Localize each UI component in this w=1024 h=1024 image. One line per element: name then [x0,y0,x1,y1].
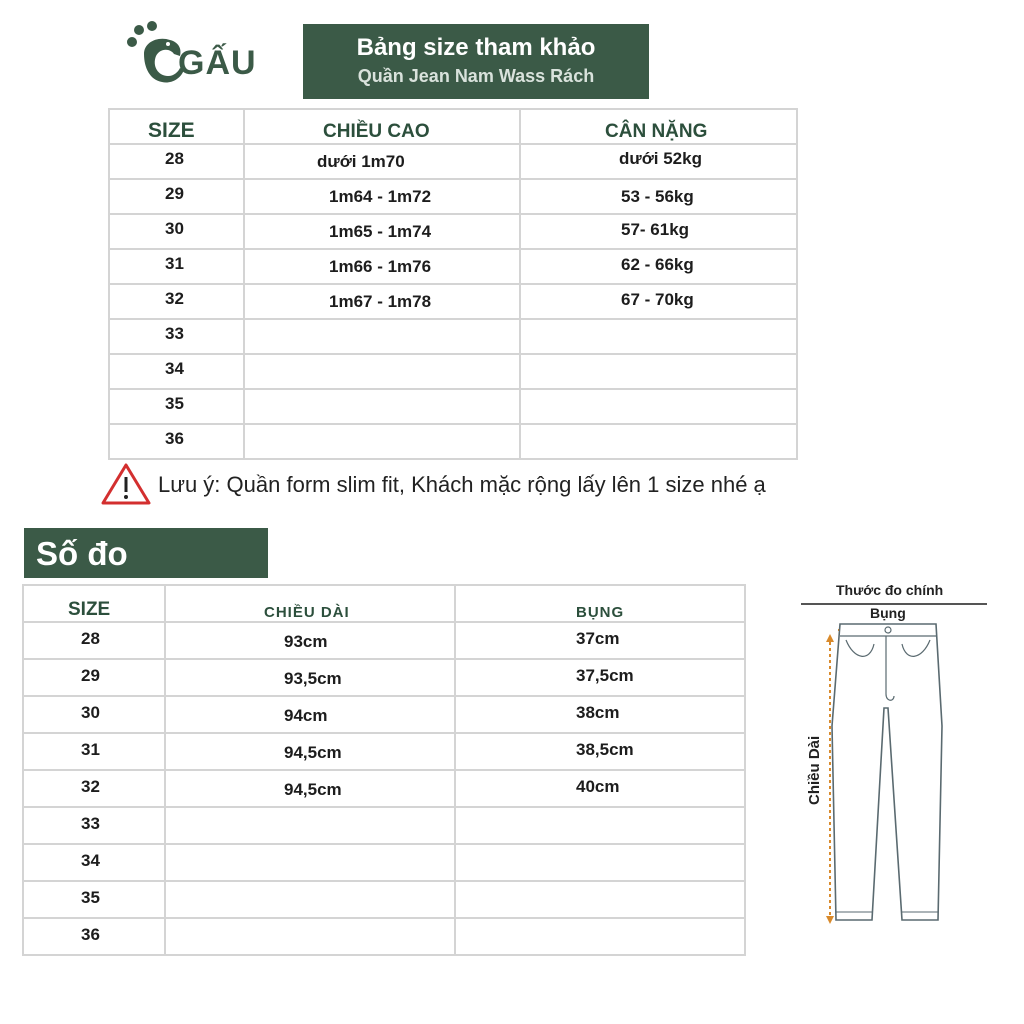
height-cell: 1m66 - 1m76 [244,249,520,284]
table-row [23,807,745,844]
size-cell: 29 [23,659,165,696]
size-cell: 31 [109,249,244,284]
size-cell: 30 [109,214,244,249]
length-cell [165,881,455,918]
table-row [109,179,797,214]
table-row [109,424,797,459]
waist-cell: 38,5cm [455,733,745,770]
header-height: CHIỀU CAO [244,109,520,144]
weight-cell: 62 - 66kg [520,249,797,284]
waist-label: Bụng [870,605,906,621]
height-cell [244,389,520,424]
size-cell: 32 [109,284,244,319]
table-row [23,881,745,918]
size-cell: 33 [23,807,165,844]
height-cell: dưới 1m70 [244,144,520,179]
table-row [109,249,797,284]
measure-section-banner [24,528,268,578]
length-cell: 94,5cm [165,733,455,770]
measure-section-title: Số đo [36,535,128,572]
size-cell: 36 [109,424,244,459]
table-row [109,354,797,389]
size-cell: 32 [23,770,165,807]
diagram-title: Thước đo chính [836,582,944,598]
measure-table [22,584,746,956]
height-cell [244,354,520,389]
length-cell [165,807,455,844]
title-banner [303,24,649,99]
header-waist: BỤNG [455,585,745,622]
table-header-row [23,585,745,622]
table-row [23,918,745,955]
length-label: Chiều Dài [806,735,823,805]
length-cell: 94,5cm [165,770,455,807]
table-row [109,214,797,249]
length-cell: 93cm [165,622,455,659]
height-cell [244,424,520,459]
size-cell: 29 [109,179,244,214]
waist-cell [455,844,745,881]
table-header-row [109,109,797,144]
table-row [23,622,745,659]
size-cell: 31 [23,733,165,770]
weight-cell [520,319,797,354]
height-cell: 1m64 - 1m72 [244,179,520,214]
waist-cell [455,918,745,955]
table-row [23,659,745,696]
waist-cell [455,881,745,918]
table-row [23,733,745,770]
page-title: Bảng size tham khảo [356,34,596,61]
waist-cell [455,807,745,844]
length-cell [165,918,455,955]
warning-icon [100,462,152,506]
waist-cell: 37,5cm [455,659,745,696]
size-cell: 30 [23,696,165,733]
length-cell: 93,5cm [165,659,455,696]
waist-cell: 40cm [455,770,745,807]
size-cell: 35 [23,881,165,918]
height-cell: 1m67 - 1m78 [244,284,520,319]
weight-cell [520,389,797,424]
weight-cell [520,354,797,389]
table-row [23,770,745,807]
table-row [109,319,797,354]
weight-cell [520,424,797,459]
height-cell: 1m65 - 1m74 [244,214,520,249]
length-cell: 94cm [165,696,455,733]
size-cell: 34 [23,844,165,881]
table-row [23,844,745,881]
table-row [23,696,745,733]
brand-logo [122,14,257,90]
header-size: SIZE [23,585,165,622]
size-table [108,108,798,460]
waist-cell: 37cm [455,622,745,659]
size-cell: 36 [23,918,165,955]
length-cell [165,844,455,881]
weight-cell: 53 - 56kg [520,179,797,214]
page-subtitle: Quần Jean Nam Wass Rách [357,66,595,86]
size-cell: 28 [23,622,165,659]
table-row [109,144,797,179]
note-text: Lưu ý: Quần form slim fit, Khách mặc rộng lấy lên 1 size nhé ạ [158,472,766,497]
brand-name: GẤU [178,44,257,82]
height-cell [244,319,520,354]
size-cell: 34 [109,354,244,389]
header-weight: CÂN NẶNG [520,109,797,144]
table-row [109,284,797,319]
table-row [109,389,797,424]
waist-cell: 38cm [455,696,745,733]
header-length: CHIỀU DÀI [165,585,455,622]
header-size: SIZE [109,109,244,144]
weight-cell: 57- 61kg [520,214,797,249]
weight-cell: dưới 52kg [520,144,797,179]
weight-cell: 67 - 70kg [520,284,797,319]
size-cell: 33 [109,319,244,354]
size-cell: 35 [109,389,244,424]
size-cell: 28 [109,144,244,179]
